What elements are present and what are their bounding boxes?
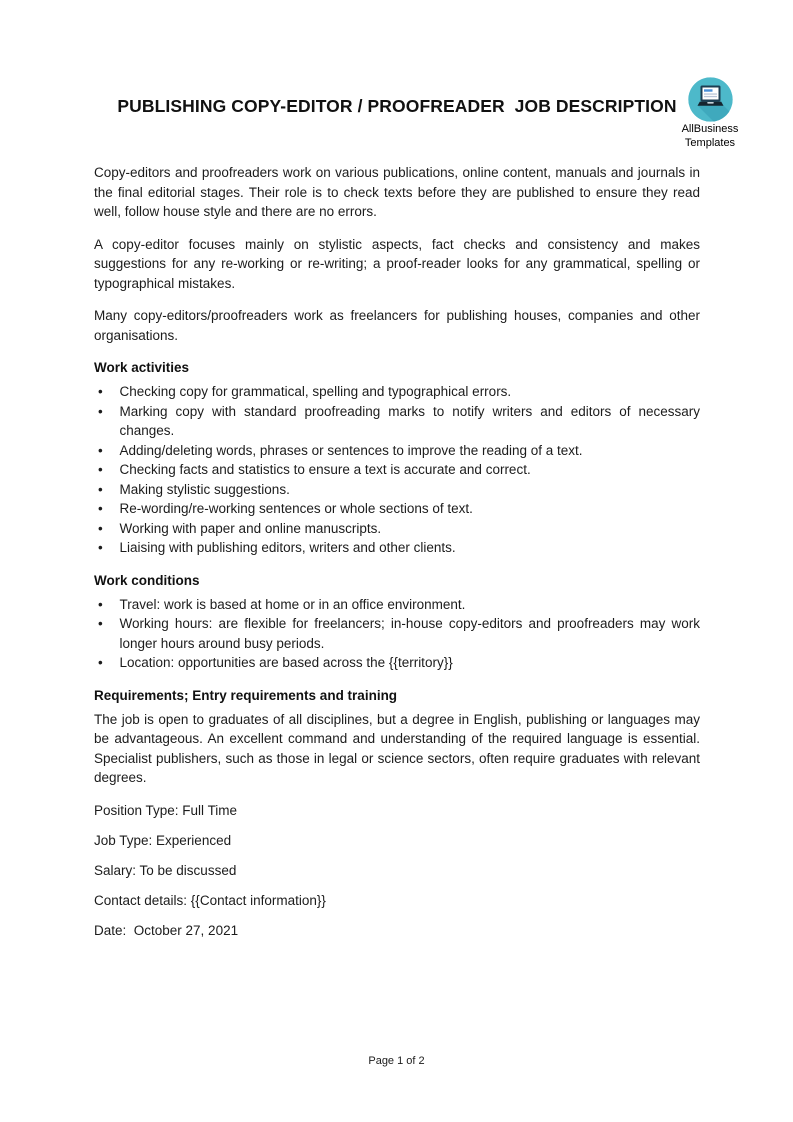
bullet-item: • Travel: work is based at home or in an office environment. xyxy=(94,595,700,615)
page-title: PUBLISHING COPY-EDITOR / PROOFREADER JOB DESCRIPTION xyxy=(117,96,677,116)
work-activities-list xyxy=(94,382,700,558)
bullet-item: • Adding/deleting words, phrases or sentences to improve the reading of a text. xyxy=(94,441,700,461)
bullet-item: • Working with paper and online manuscripts. xyxy=(94,519,700,539)
bullet-item: • Making stylistic suggestions. xyxy=(94,480,700,500)
intro-paragraph-2: A copy-editor focuses mainly on stylistic aspects, fact checks and consistency and makes suggestions for any re-working or re-writing; a proof-reader looks for any grammatical, spelling or typographical mistakes. xyxy=(94,236,700,291)
work-conditions-heading: Work conditions xyxy=(94,572,200,588)
bullet-item: • Re-wording/re-working sentences or whole sections of text. xyxy=(94,499,700,519)
work-conditions-list xyxy=(94,595,700,673)
job-type-line: Job Type: Experienced xyxy=(94,832,232,848)
requirements-heading: Requirements; Entry requirements and training xyxy=(94,687,398,703)
bullet-item: • Checking facts and statistics to ensure a text is accurate and correct. xyxy=(94,460,700,480)
bullet-item: • Checking copy for grammatical, spelling and typographical errors. xyxy=(94,382,700,402)
bullet-item: • Working hours: are flexible for freelancers; in-house copy-editors and proofreaders may work longer hours around busy periods. xyxy=(94,614,700,653)
contact-details-line: Contact details: {{Contact information}} xyxy=(94,892,326,908)
logo-text-line1: AllBusiness xyxy=(681,123,739,135)
salary-line: Salary: To be discussed xyxy=(94,862,237,878)
requirements-paragraph: The job is open to graduates of all disciplines, but a degree in English, publishing or languages may be advantageous. An excellent command and understanding of the required language is essential. Specialist publishers, such as those in legal or science sectors, often require graduates with relevant degrees. xyxy=(94,711,700,785)
page-footer: Page 1 of 2 xyxy=(368,1055,425,1067)
document-body xyxy=(94,0,700,951)
bullet-item: • Marking copy with standard proofreading marks to notify writers and editors of necessary changes. xyxy=(94,402,700,441)
bullet-item: • Location: opportunities are based across the {{territory}} xyxy=(94,653,700,673)
work-activities-heading: Work activities xyxy=(94,360,190,375)
logo-text-line2: Templates xyxy=(684,136,736,149)
intro-paragraph-1: Copy-editors and proofreaders work on various publications, online content, manuals and journals in the final editorial stages. Their role is to check texts before they are published to ensure they read well, follow house style and there are no errors. xyxy=(94,165,700,219)
bullet-item: • Liaising with publishing editors, writers and other clients. xyxy=(94,538,700,558)
position-type-line: Position Type: Full Time xyxy=(94,802,238,818)
date-line: Date: October 27, 2021 xyxy=(94,922,239,938)
intro-paragraph-3: Many copy-editors/proofreaders work as freelancers for publishing houses, companies and other organisations. xyxy=(94,308,700,343)
